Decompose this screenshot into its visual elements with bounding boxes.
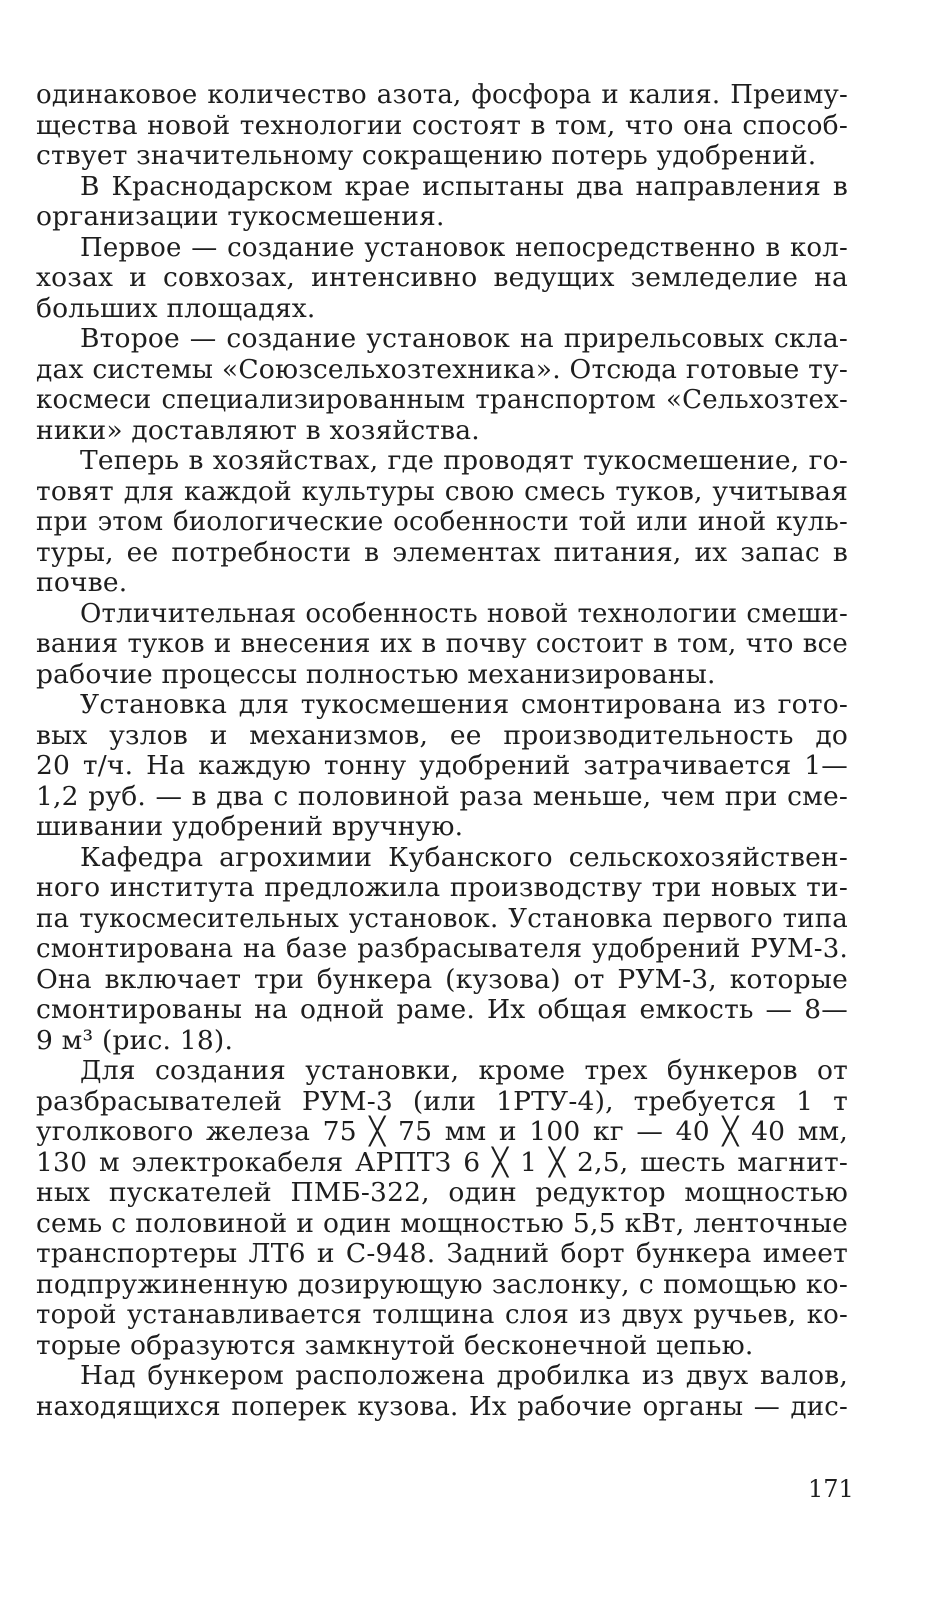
paragraph: [36, 1361, 848, 1422]
text-line: ных пускателей ПМБ-322, один редуктор мощностью: [36, 1177, 848, 1208]
text-line: хозах и совхозах, интенсивно ведущих земледелие на: [36, 262, 848, 293]
text-line: подпружиненную дозирующую заслонку, с помощью ко-: [36, 1268, 848, 1300]
text-line: вания туков и внесения их в почву состоит в том, что все: [36, 629, 848, 659]
text-line: щества новой технологии состоят в том, что она способ-: [36, 109, 848, 141]
text-line: ствует значительному сокращению потерь удобрений.: [36, 140, 817, 171]
paragraph: [36, 446, 848, 599]
text-line: вых узлов и механизмов, ее производительность до: [36, 719, 848, 751]
text-line: семь с половиной и один мощностью 5,5 кВт, ленточные: [36, 1207, 848, 1239]
text-line: смонтированы на одной раме. Их общая емкость — 8—: [36, 994, 848, 1025]
text-line: 130 м электрокабеля АРПТЗ 6 ╳ 1 ╳ 2,5, шесть магнит-: [36, 1146, 848, 1178]
text-line: па тукосмесительных установок. Установка первого типа: [36, 903, 848, 934]
paragraph: [36, 172, 848, 233]
text-line: туры, ее потребности в элементах питания, их запас в: [36, 536, 848, 568]
text-line: одинаковое количество азота, фосфора и калия. Преиму-: [36, 80, 848, 110]
text-line: организации тукосмешения.: [36, 201, 445, 232]
text-line: уголкового железа 75 ╳ 75 мм и 100 кг — 40 ╳ 40 мм,: [36, 1116, 848, 1147]
text-line: Кафедра агрохимии Кубанского сельскохозяйствен-: [80, 841, 848, 873]
text-line: торой устанавливается толщина слоя из двух ручьев, ко-: [36, 1300, 848, 1330]
text-line: Теперь в хозяйствах, где проводят тукосмешение, го-: [80, 445, 848, 476]
paragraph: [36, 843, 848, 1057]
text-line: при этом биологические особенности той или иной куль-: [36, 507, 848, 537]
text-line: 9 м³ (рис. 18).: [36, 1024, 234, 1056]
page-number: 171: [808, 1475, 854, 1503]
paragraph: [36, 690, 848, 843]
text-line: шивании удобрений вручную.: [36, 811, 464, 842]
body-text: [36, 80, 848, 1422]
text-line: В Краснодарском крае испытаны два направления в: [80, 170, 848, 202]
text-line: Для создания установки, кроме трех бункеров от: [80, 1055, 848, 1086]
paragraph: [36, 80, 848, 172]
text-line: 1,2 руб. — в два с половиной раза меньше, чем при сме-: [36, 780, 848, 812]
text-line: товят для каждой культуры свою смесь туков, учитывая: [36, 475, 848, 507]
text-line: разбрасывателей РУМ-3 (или 1РТУ-4), требуется 1 т: [36, 1085, 848, 1117]
paragraph: [36, 1056, 848, 1361]
text-line: находящихся поперек кузова. Их рабочие органы — дис-: [36, 1391, 848, 1422]
text-line: Она включает три бункера (кузова) от РУМ-3, которые: [36, 963, 848, 995]
text-line: больших площадях.: [36, 292, 316, 324]
paragraph: [36, 233, 848, 325]
paragraph: [36, 599, 848, 691]
text-line: транспортеры ЛТ6 и С-948. Задний борт бункера имеет: [36, 1238, 848, 1269]
text-line: космеси специализированным транспортом «Сельхозтех-: [36, 385, 848, 415]
text-line: рабочие процессы полностью механизированы.: [36, 658, 716, 690]
text-line: 20 т/ч. На каждую тонну удобрений затрачивается 1—: [36, 750, 848, 781]
text-line: ники» доставляют в хозяйства.: [36, 414, 480, 446]
text-line: смонтирована на базе разбрасывателя удобрений РУМ-3.: [36, 934, 848, 964]
text-line: торые образуются замкнутой бесконечной цепью.: [36, 1329, 754, 1361]
text-line: почве.: [36, 567, 128, 598]
text-line: дах системы «Союзсельхозтехника». Отсюда готовые ту-: [36, 353, 848, 385]
text-line: Установка для тукосмешения смонтирована из гото-: [80, 689, 848, 720]
paragraph: [36, 324, 848, 446]
text-line: ного института предложила производству три новых ти-: [36, 872, 848, 903]
text-line: Отличительная особенность новой технологии смеши-: [80, 598, 848, 629]
text-line: Над бункером расположена дробилка из двух валов,: [80, 1360, 848, 1391]
text-line: Второе — создание установок на прирельсовых скла-: [80, 323, 848, 354]
text-line: Первое — создание установок непосредственно в кол-: [80, 232, 848, 263]
